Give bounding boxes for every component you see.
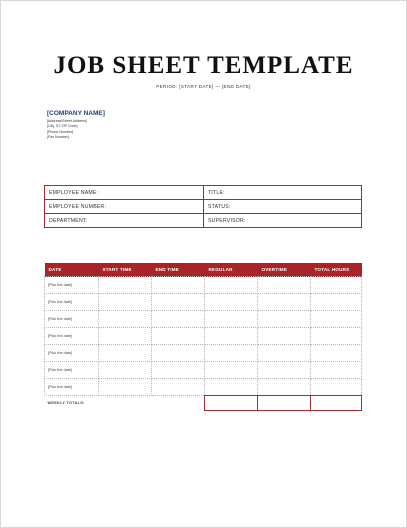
period-range[interactable]: PERIOD: [START DATE] — [END DATE] — [156, 84, 251, 89]
table-row — [45, 214, 362, 228]
date-cell[interactable]: [Pick the date] — [45, 345, 99, 362]
overtime-cell[interactable] — [258, 345, 311, 362]
total-hours-cell[interactable] — [311, 362, 362, 379]
regular-total-box[interactable] — [205, 396, 258, 411]
col-total-hours: TOTAL HOURS — [311, 263, 362, 277]
regular-cell[interactable] — [205, 379, 258, 396]
table-row — [45, 200, 362, 214]
table-row — [45, 345, 362, 362]
table-row — [45, 186, 362, 200]
start-time-cell[interactable] — [99, 328, 152, 345]
company-block — [47, 110, 105, 141]
start-time-cell[interactable] — [99, 294, 152, 311]
company-fax[interactable]: [Fax Number] — [47, 135, 69, 140]
overtime-cell[interactable] — [258, 328, 311, 345]
end-time-cell[interactable] — [152, 277, 205, 294]
table-row — [45, 328, 362, 345]
date-cell[interactable]: [Pick the date] — [45, 362, 99, 379]
overtime-cell[interactable] — [258, 379, 311, 396]
date-cell[interactable]: [Pick the date] — [45, 311, 99, 328]
total-hours-total-box[interactable] — [311, 396, 362, 411]
start-time-cell[interactable] — [99, 345, 152, 362]
title-field[interactable]: TITLE: — [204, 186, 362, 200]
overtime-cell[interactable] — [258, 277, 311, 294]
employee-name-field[interactable]: EMPLOYEE NAME: — [45, 186, 204, 200]
col-overtime: OVERTIME — [258, 263, 311, 277]
page-title: JOB SHEET TEMPLATE — [53, 52, 354, 79]
table-row — [45, 294, 362, 311]
end-time-cell[interactable] — [152, 345, 205, 362]
date-cell[interactable]: [Pick the date] — [45, 379, 99, 396]
start-time-cell[interactable] — [99, 311, 152, 328]
date-cell[interactable]: [Pick the date] — [45, 277, 99, 294]
total-hours-cell[interactable] — [311, 345, 362, 362]
table-header-row — [45, 263, 362, 277]
total-hours-cell[interactable] — [311, 277, 362, 294]
total-hours-cell[interactable] — [311, 311, 362, 328]
company-city[interactable]: [City, ST ZIP Code] — [47, 124, 78, 129]
overtime-cell[interactable] — [258, 294, 311, 311]
start-time-cell[interactable] — [99, 379, 152, 396]
end-time-cell[interactable] — [152, 379, 205, 396]
col-regular: REGULAR — [205, 263, 258, 277]
total-hours-cell[interactable] — [311, 379, 362, 396]
employee-number-field[interactable]: EMPLOYEE NUMBER: — [45, 200, 204, 214]
regular-cell[interactable] — [205, 311, 258, 328]
end-time-cell[interactable] — [152, 294, 205, 311]
table-row — [45, 379, 362, 396]
overtime-total-box[interactable] — [258, 396, 311, 411]
company-name[interactable]: [COMPANY NAME] — [47, 110, 105, 117]
col-date: DATE — [45, 263, 99, 277]
date-cell[interactable]: [Pick the date] — [45, 328, 99, 345]
table-row — [45, 362, 362, 379]
status-field[interactable]: STATUS: — [204, 200, 362, 214]
overtime-cell[interactable] — [258, 362, 311, 379]
regular-cell[interactable] — [205, 362, 258, 379]
regular-cell[interactable] — [205, 328, 258, 345]
end-time-cell[interactable] — [152, 311, 205, 328]
company-phone[interactable]: [Phone Number] — [47, 129, 74, 134]
total-hours-cell[interactable] — [311, 328, 362, 345]
employee-info-table — [44, 185, 362, 228]
regular-cell[interactable] — [205, 345, 258, 362]
start-time-cell[interactable] — [99, 362, 152, 379]
supervisor-field[interactable]: SUPERVISOR: — [204, 214, 362, 228]
end-time-cell[interactable] — [152, 328, 205, 345]
date-cell[interactable]: [Pick the date] — [45, 294, 99, 311]
regular-cell[interactable] — [205, 294, 258, 311]
table-row — [45, 311, 362, 328]
timesheet-table — [44, 263, 362, 411]
department-field[interactable]: DEPARTMENT: — [45, 214, 204, 228]
end-time-cell[interactable] — [152, 362, 205, 379]
weekly-totals-row — [45, 396, 362, 411]
weekly-totals-label: WEEKLY TOTALS: — [47, 401, 85, 406]
company-address[interactable]: [Address\Street Address] — [47, 119, 87, 123]
total-hours-cell[interactable] — [311, 294, 362, 311]
col-start-time: START TIME — [99, 263, 152, 277]
regular-cell[interactable] — [205, 277, 258, 294]
table-row — [45, 277, 362, 294]
col-end-time: END TIME — [152, 263, 205, 277]
start-time-cell[interactable] — [99, 277, 152, 294]
overtime-cell[interactable] — [258, 311, 311, 328]
